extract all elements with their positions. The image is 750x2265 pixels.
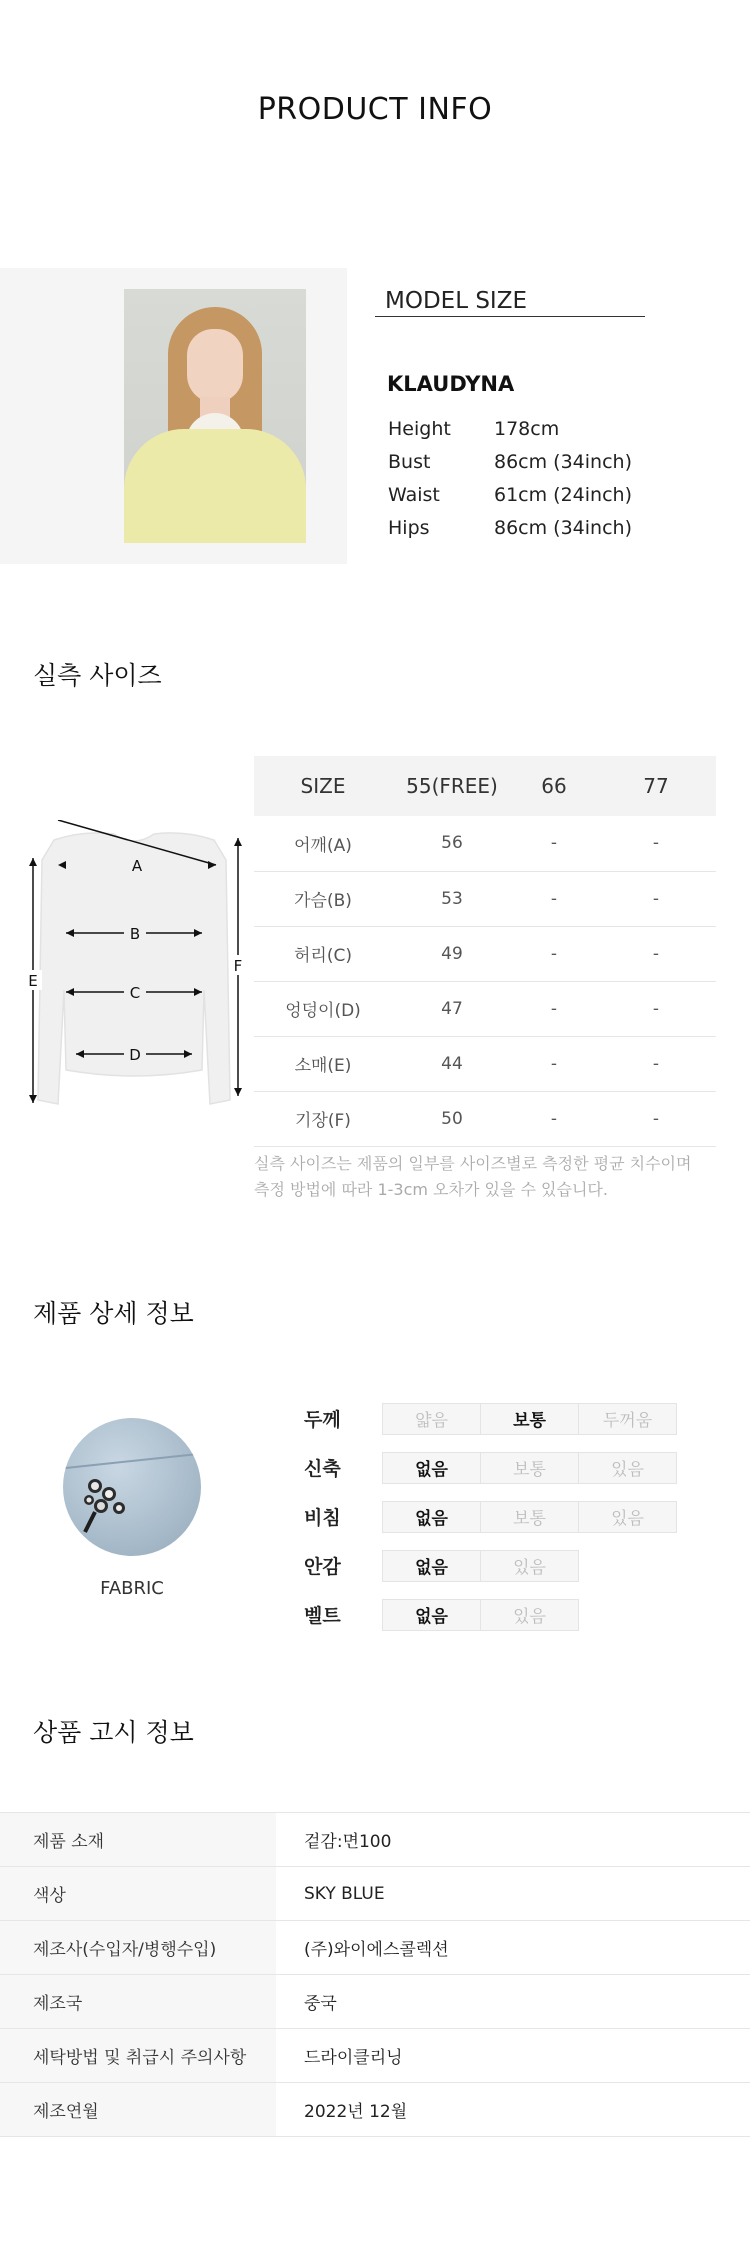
table-row	[254, 1091, 716, 1146]
detail-option: 있음	[578, 1501, 677, 1533]
stat-label: Waist	[388, 483, 440, 506]
detail-option-selected: 보통	[480, 1403, 579, 1435]
table-row	[254, 816, 716, 871]
table-row	[254, 981, 716, 1036]
header-cell: SIZE	[254, 756, 392, 816]
table-row	[0, 2029, 750, 2083]
detail-row-sheerness	[300, 1492, 676, 1541]
size-cell: 50	[392, 1091, 512, 1146]
size-cell: -	[512, 1036, 596, 1091]
size-cell: -	[596, 1036, 716, 1091]
notice-key: 색상	[0, 1867, 276, 1921]
page-title: PRODUCT INFO	[257, 92, 493, 127]
detail-label: 안감	[304, 1556, 341, 1578]
notice-key: 세탁방법 및 취급시 주의사항	[0, 2029, 276, 2083]
detail-option: 두꺼움	[578, 1403, 677, 1435]
detail-grid	[300, 1394, 676, 1639]
detail-row-thickness	[300, 1394, 676, 1443]
size-cell: -	[596, 981, 716, 1036]
notice-value: SKY BLUE	[276, 1867, 750, 1921]
model-size-heading: MODEL SIZE	[375, 288, 645, 317]
detail-option-selected: 없음	[382, 1452, 481, 1484]
size-note	[254, 1151, 716, 1203]
detail-label: 신축	[304, 1458, 341, 1480]
label-a: A	[131, 857, 143, 875]
stat-value: 86cm (34inch)	[494, 450, 632, 473]
model-stats	[388, 412, 632, 544]
notice-value: 중국	[276, 1975, 750, 2029]
notice-key: 제조사(수입자/병행수입)	[0, 1921, 276, 1975]
table-row	[254, 871, 716, 926]
fabric-image	[63, 1418, 201, 1556]
size-cell: -	[596, 816, 716, 871]
size-cell: -	[596, 926, 716, 981]
notice-value: (주)와이에스콜렉션	[276, 1921, 750, 1975]
fabric-seam	[63, 1453, 200, 1469]
notice-value: 드라이클리닝	[276, 2029, 750, 2083]
model-stat-row	[388, 511, 632, 544]
notice-section-heading: 상품 고시 정보	[33, 1718, 194, 1747]
size-cell: 56	[392, 816, 512, 871]
size-cell: 44	[392, 1036, 512, 1091]
detail-option-selected: 없음	[382, 1501, 481, 1533]
label-c: C	[129, 984, 141, 1002]
detail-option-selected: 없음	[382, 1599, 481, 1631]
detail-row-belt	[300, 1590, 676, 1639]
size-cell: 기장(F)	[254, 1091, 392, 1146]
table-row	[254, 926, 716, 981]
size-cell: 소매(E)	[254, 1036, 392, 1091]
stat-label: Hips	[388, 516, 430, 539]
notice-key: 제조연월	[0, 2083, 276, 2137]
detail-section-heading: 제품 상세 정보	[33, 1299, 194, 1328]
detail-option: 있음	[480, 1599, 579, 1631]
detail-option: 있음	[480, 1550, 579, 1582]
header-cell: 77	[596, 756, 716, 816]
size-section-heading: 실측 사이즈	[33, 661, 162, 690]
notice-value: 2022년 12월	[276, 2083, 750, 2137]
detail-option: 얇음	[382, 1403, 481, 1435]
notice-table	[0, 1812, 750, 2137]
size-cell: -	[512, 981, 596, 1036]
stat-label: Bust	[388, 450, 431, 473]
table-row	[0, 1867, 750, 1921]
size-cell: 엉덩이(D)	[254, 981, 392, 1036]
size-note-line: 측정 방법에 따라 1-3cm 오차가 있을 수 있습니다.	[254, 1180, 608, 1199]
header-cell: 55(FREE)	[392, 756, 512, 816]
notice-key: 제품 소재	[0, 1813, 276, 1867]
table-row	[0, 1813, 750, 1867]
size-table	[254, 756, 716, 1147]
detail-row-stretch	[300, 1443, 676, 1492]
detail-option: 보통	[480, 1452, 579, 1484]
table-row	[0, 2083, 750, 2137]
model-name: KLAUDYNA	[387, 372, 515, 396]
notice-value: 겉감:면100	[276, 1813, 750, 1867]
fabric-embellishment	[75, 1472, 145, 1536]
model-jacket	[124, 429, 306, 543]
size-cell: 47	[392, 981, 512, 1036]
detail-option: 보통	[480, 1501, 579, 1533]
model-stat-row	[388, 478, 632, 511]
model-photo	[124, 289, 306, 543]
header-cell: 66	[512, 756, 596, 816]
notice-key: 제조국	[0, 1975, 276, 2029]
label-d: D	[129, 1046, 141, 1064]
size-cell: 가슴(B)	[254, 871, 392, 926]
detail-label: 비침	[304, 1507, 341, 1529]
detail-row-lining	[300, 1541, 676, 1590]
label-e: E	[28, 972, 38, 990]
table-row	[0, 1975, 750, 2029]
stat-value: 178cm	[494, 417, 560, 440]
detail-label: 두께	[304, 1409, 341, 1431]
size-cell: 허리(C)	[254, 926, 392, 981]
table-row	[0, 1921, 750, 1975]
size-cell: -	[512, 1091, 596, 1146]
table-row	[254, 1036, 716, 1091]
model-face	[187, 329, 243, 403]
size-cell: 49	[392, 926, 512, 981]
stat-label: Height	[388, 417, 451, 440]
detail-option-selected: 없음	[382, 1550, 481, 1582]
size-cell: 어깨(A)	[254, 816, 392, 871]
size-cell: -	[512, 871, 596, 926]
model-stat-row	[388, 445, 632, 478]
size-cell: 53	[392, 871, 512, 926]
label-f: F	[233, 957, 243, 975]
size-cell: -	[596, 871, 716, 926]
fabric-label: FABRIC	[100, 1578, 164, 1599]
size-cell: -	[512, 926, 596, 981]
label-b: B	[129, 925, 141, 943]
detail-option: 있음	[578, 1452, 677, 1484]
jacket-measure-diagram	[14, 820, 254, 1110]
stat-value: 86cm (34inch)	[494, 516, 632, 539]
size-cell: -	[596, 1091, 716, 1146]
size-note-line: 실측 사이즈는 제품의 일부를 사이즈별로 측정한 평균 치수이며	[254, 1154, 692, 1173]
detail-label: 벨트	[304, 1605, 341, 1627]
stat-value: 61cm (24inch)	[494, 483, 632, 506]
size-cell: -	[512, 816, 596, 871]
size-table-header	[254, 756, 716, 816]
model-stat-row	[388, 412, 632, 445]
